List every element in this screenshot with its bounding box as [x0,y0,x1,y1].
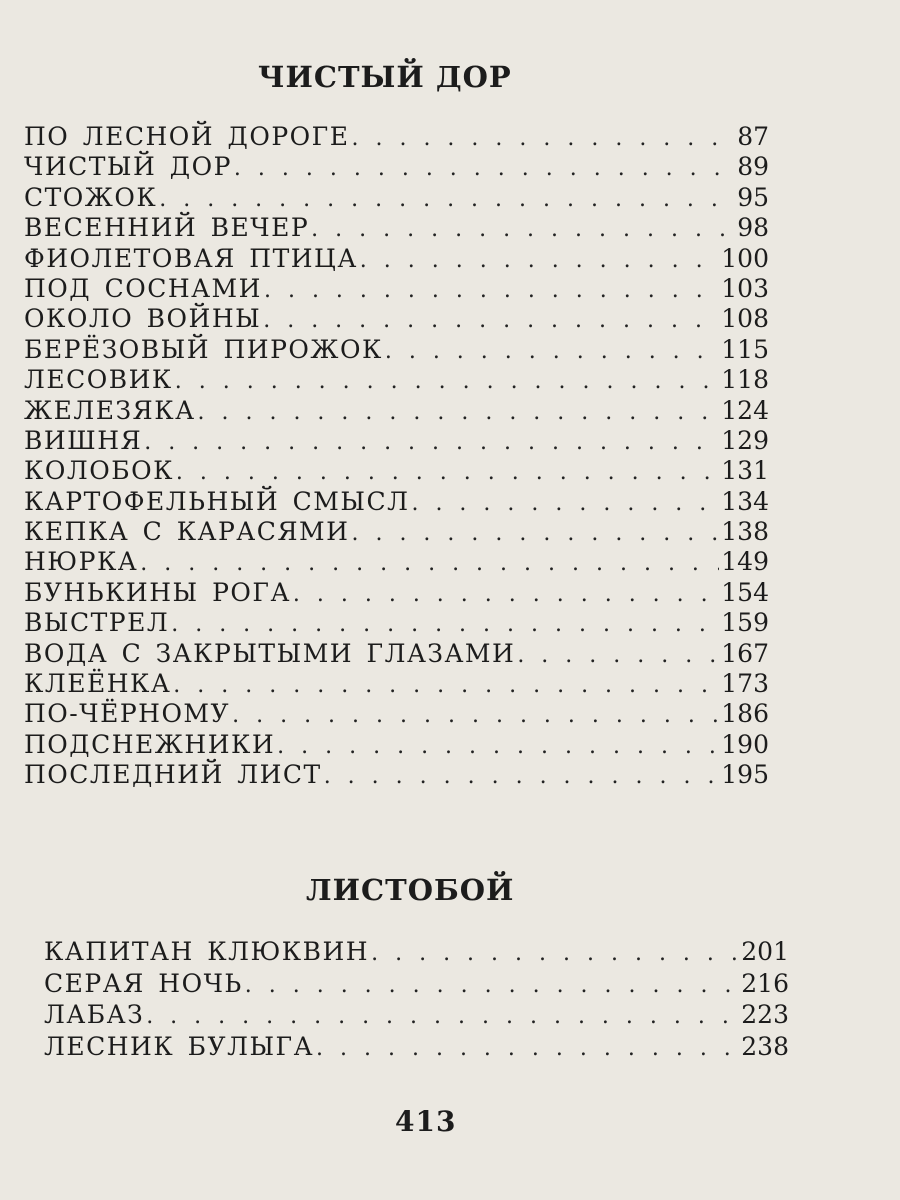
dot-leader [385,337,719,367]
entry-page-number: 186 [721,699,769,729]
entry-title: ЧИСТЫЙ ДОР [24,152,232,182]
entry-title: ПОДСНЕЖНИКИ [24,729,276,759]
dot-leader [351,124,735,154]
entry-title: СТОЖОК [24,182,158,212]
entry-page-number: 201 [741,937,789,966]
entry-title: ВЫСТРЕЛ [24,608,170,638]
toc-entry [24,365,769,395]
toc-entry [24,456,769,486]
dot-leader [175,367,720,397]
toc-entry [44,969,789,1001]
entry-title: ЖЕЛЕЗЯКА [24,395,196,425]
entry-page-number: 190 [721,729,769,759]
toc-list [24,122,769,791]
entry-title: ВОДА С ЗАКРЫТЫМИ ГЛАЗАМИ [24,638,516,668]
entry-page-number: 149 [721,547,769,577]
toc-entry [24,639,769,669]
entry-page-number: 216 [741,968,789,998]
entry-page-number: 195 [721,760,769,790]
entry-page-number: 100 [721,243,769,273]
toc-entry [24,608,769,638]
dot-leader [411,489,719,519]
toc-entry [24,547,769,577]
toc-entry [44,1032,789,1064]
toc-entry [24,578,769,608]
dot-leader [146,1002,739,1032]
entry-page-number: 131 [721,456,769,486]
entry-page-number: 223 [741,1000,789,1030]
dot-leader [371,939,739,969]
entry-page-number: 167 [721,638,769,668]
entry-title: ОКОЛО ВОЙНЫ [24,304,262,334]
entry-title: ЛЕСОВИК [24,365,173,395]
toc-entry [44,1000,789,1032]
dot-leader [324,762,720,792]
toc-entry [24,213,769,243]
toc-entry [24,760,769,790]
toc-entry [24,304,769,334]
entry-title: ЛАБАЗ [44,1000,145,1030]
toc-entry [24,487,769,517]
page-number: 413 [395,1105,457,1138]
entry-page-number: 108 [721,304,769,334]
toc-entry [24,517,769,547]
entry-page-number: 134 [721,486,769,516]
toc-entry [24,396,769,426]
entry-title: ПО ЛЕСНОЙ ДОРОГЕ [24,122,350,151]
dot-leader [517,641,719,671]
toc-entry [24,244,769,274]
dot-leader [263,306,719,336]
entry-page-number: 115 [721,334,769,364]
entry-page-number: 103 [721,273,769,303]
dot-leader [159,185,735,215]
section-heading: ЛИСТОБОЙ [306,873,515,907]
toc-entry [24,183,769,213]
entry-title: ПОД СОСНАМИ [24,273,262,303]
entry-title: СЕРАЯ НОЧЬ [44,968,243,998]
section-heading: ЧИСТЫЙ ДОР [258,60,512,94]
dot-leader [171,610,719,640]
toc-entry [24,730,769,760]
toc-entry [24,426,769,456]
dot-leader [232,701,719,731]
toc-entry [24,699,769,729]
entry-title: ПО-ЧЁРНОМУ [24,699,231,729]
toc-entry [24,274,769,304]
entry-title: НЮРКА [24,547,139,577]
entry-title: ВИШНЯ [24,425,143,455]
entry-page-number: 238 [741,1032,789,1062]
entry-title: КАПИТАН КЛЮКВИН [44,937,370,966]
entry-title: ВЕСЕННИЙ ВЕЧЕР [24,213,310,243]
entry-title: КЛЕЁНКА [24,669,172,699]
entry-page-number: 118 [721,365,769,395]
entry-page-number: 89 [737,152,769,182]
toc-entry [24,122,769,152]
entry-title: КОЛОБОК [24,456,174,486]
dot-leader [234,154,735,184]
entry-page-number: 87 [737,122,769,151]
dot-leader [245,971,740,1001]
entry-title: ФИОЛЕТОВАЯ ПТИЦА [24,243,358,273]
toc-entry [24,669,769,699]
toc-entry [44,937,789,969]
entry-title: ПОСЛЕДНИЙ ЛИСТ [24,760,322,790]
dot-leader [351,519,719,549]
entry-page-number: 159 [721,608,769,638]
entry-page-number: 129 [721,425,769,455]
entry-title: КАРТОФЕЛЬНЫЙ СМЫСЛ [24,486,410,516]
entry-title: БУНЬКИНЫ РОГА [24,577,291,607]
dot-leader [264,276,719,306]
entry-title: ЛЕСНИК БУЛЫГА [44,1032,315,1062]
entry-page-number: 138 [721,517,769,547]
entry-page-number: 173 [721,669,769,699]
toc-entry [24,335,769,365]
entry-page-number: 124 [721,395,769,425]
dot-leader [277,732,719,762]
dot-leader [316,1034,739,1064]
dot-leader [140,549,719,579]
entry-page-number: 154 [721,577,769,607]
entry-title: БЕРЁЗОВЫЙ ПИРОЖОК [24,334,383,364]
entry-page-number: 95 [737,182,769,212]
entry-title: КЕПКА С КАРАСЯМИ [24,517,350,547]
dot-leader [360,246,719,276]
dot-leader [176,458,719,488]
dot-leader [173,671,719,701]
toc-entry [24,152,769,182]
dot-leader [311,215,735,245]
dot-leader [198,398,720,428]
dot-leader [293,580,719,610]
toc-list [44,937,789,1064]
dot-leader [144,428,719,458]
entry-page-number: 98 [737,213,769,243]
